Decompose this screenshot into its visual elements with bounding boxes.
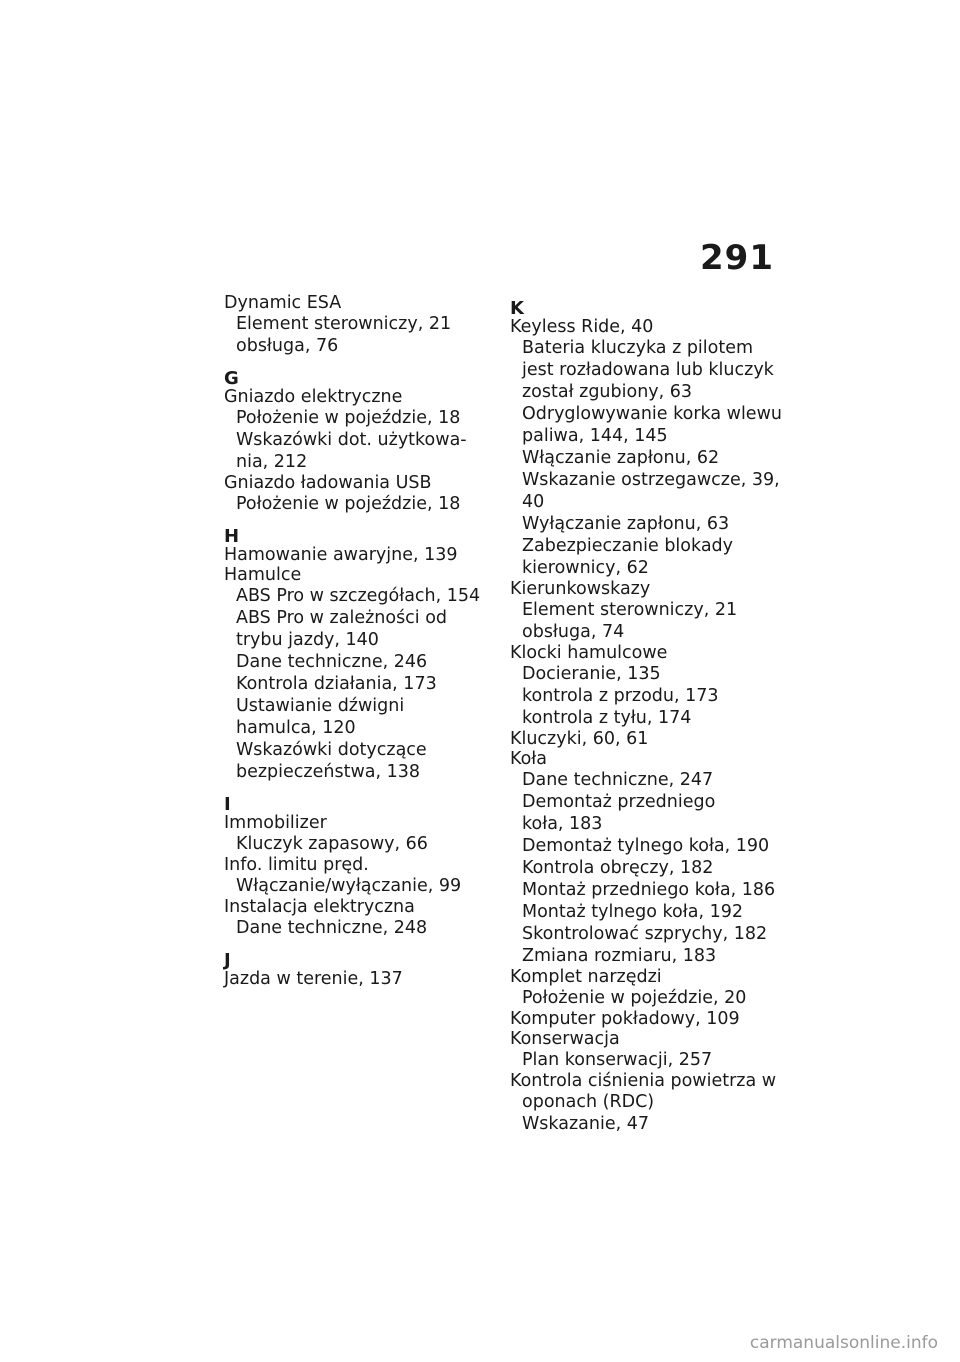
index-subentry: Wskazanie ostrzegawcze, 39, (522, 470, 780, 490)
index-subentry-row (224, 917, 494, 939)
index-term: Gniazdo ładowania USB (224, 473, 432, 493)
index-subentry-row (510, 791, 780, 813)
index-subentry-row (224, 673, 494, 695)
index-subentry-row (510, 1113, 780, 1135)
index-subentry: Element sterowniczy, 21 (236, 314, 452, 334)
index-subentry-row (224, 761, 494, 783)
index-subentry-row (224, 585, 494, 607)
index-subentry-row (510, 663, 780, 685)
index-term: Komplet narzędzi (510, 967, 662, 987)
index-subentry-row (510, 599, 780, 621)
index-subentry: Położenie w pojeździe, 20 (522, 988, 747, 1008)
index-subentry-row (224, 451, 494, 473)
index-subentry: Wskazówki dot. użytkowa- (236, 430, 467, 450)
section-gap (224, 357, 494, 363)
index-subentry-row (510, 923, 780, 945)
index-subentry: Bateria kluczyka z pilotem (522, 338, 754, 358)
index-subentry: Montaż tylnego koła, 192 (522, 902, 743, 922)
index-subentry-row (510, 685, 780, 707)
index-subentry: Dane techniczne, 247 (522, 770, 714, 790)
index-subentry-row (510, 901, 780, 923)
index-subentry: oponach (RDC) (522, 1092, 655, 1112)
index-subentry-row (224, 833, 494, 855)
index-subentry: Wskazanie, 47 (522, 1114, 649, 1134)
index-subentry-row (510, 707, 780, 729)
index-letter-heading: H (224, 526, 240, 547)
index-subentry-row (224, 335, 494, 357)
index-subentry-row (510, 1091, 780, 1113)
index-subentry: hamulca, 120 (236, 718, 356, 738)
index-subentry: został zgubiony, 63 (522, 382, 693, 402)
index-subentry: obsługa, 74 (522, 622, 625, 642)
index-subentry: Ustawianie dźwigni (236, 696, 405, 716)
index-subentry: Kontrola obręczy, 182 (522, 858, 714, 878)
index-subentry-row (224, 739, 494, 761)
index-subentry-row (224, 313, 494, 335)
index-term: Komputer pokładowy, 109 (510, 1009, 740, 1029)
index-subentry-row (224, 493, 494, 515)
index-term: Keyless Ride, 40 (510, 317, 654, 337)
index-subentry-row (510, 469, 780, 491)
index-subentry-row (510, 945, 780, 967)
index-subentry: Włączanie/wyłączanie, 99 (236, 876, 462, 896)
index-subentry: Położenie w pojeździe, 18 (236, 408, 461, 428)
index-subentry: Demontaż przedniego (522, 792, 716, 812)
index-term: Koła (510, 749, 548, 769)
index-letter-heading: I (224, 794, 231, 815)
index-subentry-row (510, 835, 780, 857)
index-subentry: Demontaż tylnego koła, 190 (522, 836, 770, 856)
index-term: Kluczyki, 60, 61 (510, 729, 649, 749)
section-gap (224, 783, 494, 789)
index-subentry: kontrola z tyłu, 174 (522, 708, 692, 728)
index-subentry: Montaż przedniego koła, 186 (522, 880, 776, 900)
index-subentry: trybu jazdy, 140 (236, 630, 379, 650)
index-term: Jazda w terenie, 137 (224, 969, 403, 989)
index-term: Hamulce (224, 565, 302, 585)
index-subentry: kontrola z przodu, 173 (522, 686, 719, 706)
index-subentry: Włączanie zapłonu, 62 (522, 448, 720, 468)
index-subentry-row (224, 651, 494, 673)
index-subentry-row (224, 607, 494, 629)
watermark-footer: carmanualsonline.info (749, 1333, 938, 1353)
index-subentry: obsługa, 76 (236, 336, 339, 356)
index-term: Gniazdo elektryczne (224, 387, 403, 407)
index-subentry: kierownicy, 62 (522, 558, 649, 578)
index-term: Kontrola ciśnienia powietrza w (510, 1071, 777, 1091)
index-subentry: Plan konserwacji, 257 (522, 1050, 713, 1070)
index-letter-heading: J (224, 950, 231, 971)
index-subentry-row (224, 629, 494, 651)
index-subentry-row (224, 429, 494, 451)
index-subentry-row (510, 621, 780, 643)
section-gap (224, 515, 494, 521)
index-subentry-row (224, 407, 494, 429)
index-term: Konserwacja (510, 1029, 620, 1049)
index-subentry-row (510, 813, 780, 835)
section-gap (224, 939, 494, 945)
index-subentry-row (510, 425, 780, 447)
index-subentry-row (510, 557, 780, 579)
index-subentry: Docieranie, 135 (522, 664, 661, 684)
index-subentry: Wskazówki dotyczące (236, 740, 427, 760)
index-subentry: Dane techniczne, 248 (236, 918, 428, 938)
index-subentry-row (510, 403, 780, 425)
index-subentry-row (510, 987, 780, 1009)
index-subentry-row (510, 447, 780, 469)
index-subentry: koła, 183 (522, 814, 603, 834)
index-subentry: ABS Pro w zależności od (236, 608, 448, 628)
index-subentry: jest rozładowana lub kluczyk (522, 360, 774, 380)
index-term: Hamowanie awaryjne, 139 (224, 545, 458, 565)
index-subentry-row (510, 513, 780, 535)
index-subentry-row (510, 879, 780, 901)
index-subentry: Kontrola działania, 173 (236, 674, 437, 694)
index-subentry-row (224, 695, 494, 717)
index-subentry-row (510, 769, 780, 791)
index-subentry: bezpieczeństwa, 138 (236, 762, 421, 782)
index-subentry-row (510, 337, 780, 359)
index-term: Info. limitu pręd. (224, 855, 369, 875)
index-subentry: Element sterowniczy, 21 (522, 600, 738, 620)
page-number: 291 (700, 238, 774, 278)
index-subentry-row (510, 535, 780, 557)
index-subentry: 40 (522, 492, 545, 512)
index-subentry-row (510, 381, 780, 403)
index-subentry: nia, 212 (236, 452, 308, 472)
index-term: Immobilizer (224, 813, 327, 833)
index-column-right (510, 293, 780, 1135)
index-subentry-row (510, 857, 780, 879)
index-subentry: Dane techniczne, 246 (236, 652, 428, 672)
index-term: Kierunkowskazy (510, 579, 651, 599)
index-term: Instalacja elektryczna (224, 897, 415, 917)
index-subentry: Zabezpieczanie blokady (522, 536, 734, 556)
index-subentry: Położenie w pojeździe, 18 (236, 494, 461, 514)
index-subentry: Odryglowywanie korka wlewu (522, 404, 782, 424)
index-subentry: Skontrolować szprychy, 182 (522, 924, 768, 944)
index-subentry-row (224, 875, 494, 897)
index-subentry-row (510, 491, 780, 513)
index-letter-heading: G (224, 368, 239, 389)
index-column-left (224, 293, 494, 989)
index-term: Klocki hamulcowe (510, 643, 668, 663)
index-subentry-row (510, 359, 780, 381)
index-subentry: paliwa, 144, 145 (522, 426, 668, 446)
index-term: Dynamic ESA (224, 293, 342, 313)
index-letter-heading: K (510, 298, 524, 319)
index-subentry: Wyłączanie zapłonu, 63 (522, 514, 730, 534)
index-subentry-row (224, 717, 494, 739)
index-subentry: Zmiana rozmiaru, 183 (522, 946, 717, 966)
index-subentry: Kluczyk zapasowy, 66 (236, 834, 428, 854)
index-subentry: ABS Pro w szczegółach, 154 (236, 586, 481, 606)
index-subentry-row (510, 1049, 780, 1071)
